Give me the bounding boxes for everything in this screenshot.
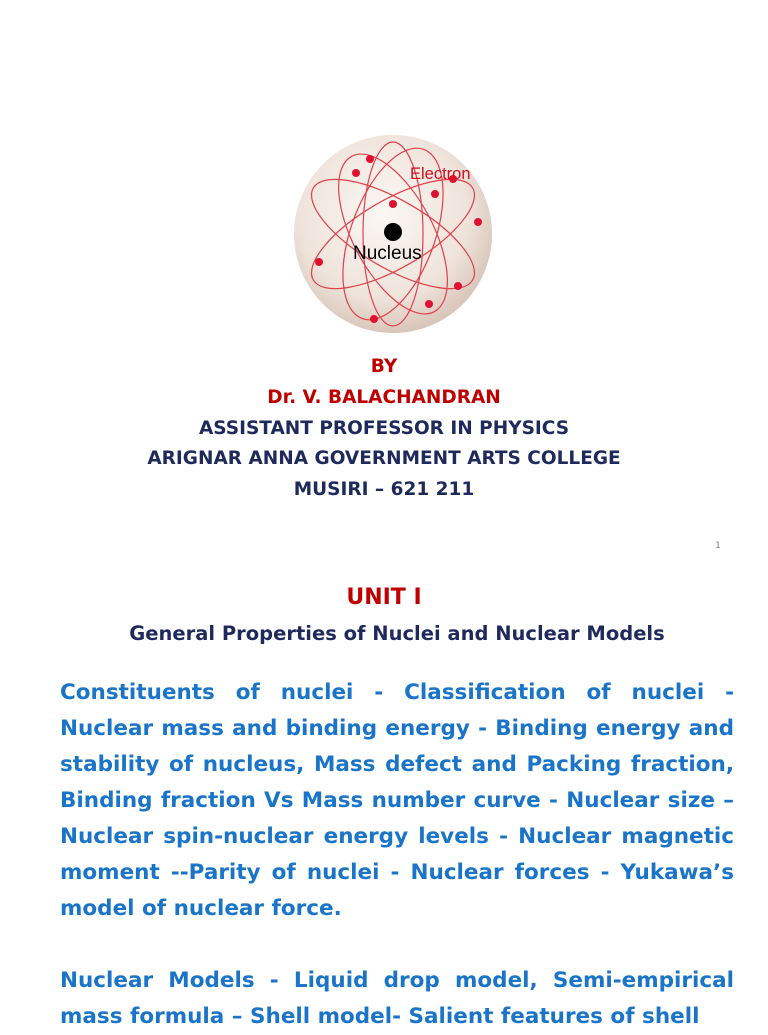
syllabus-paragraph-2: Nuclear Models - Liquid drop model, Semi-empirical mass formula – Shell model- Salient features of shell <box>60 968 734 1029</box>
syllabus-text <box>60 675 734 1035</box>
college-location: MUSIRI – 621 211 <box>293 479 475 501</box>
syllabus-paragraph-1: Constituents of nuclei - Classification of nuclei - Nuclear mass and binding energy - Binding energy and stability of nucleus, Mass defect and Packing fraction, Binding fraction Vs Mass number curve - Nuclear size – Nuclear spin-nuclear energy levels - Nuclear magnetic moment --Parity of nuclei - Nuclear forces - Yukawa’s model of nuclear force. <box>60 680 734 921</box>
atom-diagram <box>293 134 493 334</box>
author-name: Dr. V. BALACHANDRAN <box>267 386 501 408</box>
college-name: ARIGNAR ANNA GOVERNMENT ARTS COLLEGE <box>147 448 621 470</box>
unit-subtitle: General Properties of Nuclei and Nuclear Models <box>129 622 665 645</box>
author-designation: ASSISTANT PROFESSOR IN PHYSICS <box>198 417 570 439</box>
page-number: 1 <box>715 541 721 551</box>
unit-title: UNIT I <box>346 585 422 610</box>
nucleus-dot <box>384 223 402 241</box>
syllabus-slide <box>0 570 768 1029</box>
by-label: BY <box>370 356 398 377</box>
author-block <box>0 352 768 506</box>
nucleus-label: Nucleus <box>353 243 422 264</box>
electron-label: Electron <box>410 165 471 183</box>
